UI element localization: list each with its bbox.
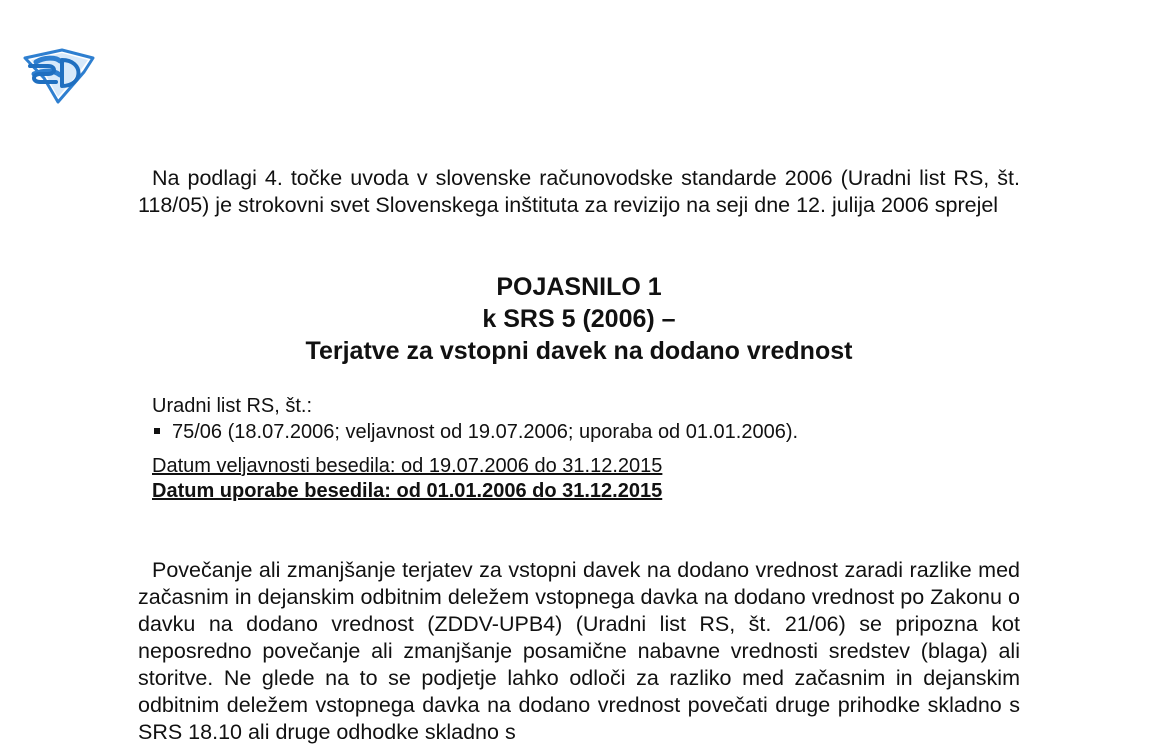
bullet-icon	[154, 428, 160, 434]
gazette-list-item	[152, 419, 798, 445]
gazette-item-text: 75/06 (18.07.2006; veljavnost od 19.07.2006; uporaba od 01.01.2006).	[172, 421, 799, 443]
application-date: Datum uporabe besedila: od 01.01.2006 do 31.12.2015	[152, 480, 663, 502]
title-line-2: k SRS 5 (2006) –	[482, 305, 676, 333]
intro-paragraph: Na podlagi 4. točke uvoda v slovenske računovodske standarde 2006 (Uradni list RS, št. 118/05) je strokovni svet Slovenskega inštituta za revizijo na seji dne 12. julija 2006 sprejel	[138, 166, 1020, 217]
gazette-reference	[152, 393, 798, 445]
title-line-3: Terjatve za vstopni davek na dodano vrednost	[305, 337, 853, 365]
body-paragraph: Povečanje ali zmanjšanje terjatev za vstopni davek na dodano vrednost zaradi razlike med začasnim in dejanskim odbitnim deležem vstopnega davka na dodano vrednost po Zakonu o davku na dodano vrednost (ZDDV-UPB4) (Uradni list RS, št. 21/06) se pripozna kot neposredno povečanje ali zmanjšanje posamične nabavne vrednosti sredstev (blaga) ali storitve. Ne glede na to se podjetje lahko odloči za razliko med začasnim in dejanskim odbitnim deležem vstopnega davka na dodano vrednost povečati druge prihodke skladno s SRS 18.10 ali druge odhodke skladno s	[138, 558, 1020, 744]
document-title	[138, 271, 1020, 367]
gazette-list	[152, 419, 798, 445]
validity-date: Datum veljavnosti besedila: od 19.07.2006 do 31.12.2015	[152, 455, 663, 477]
gazette-label: Uradni list RS, št.:	[152, 395, 313, 417]
text-dates	[152, 454, 662, 504]
title-line-1: POJASNILO 1	[496, 273, 662, 301]
sd-shield-logo-icon	[22, 48, 96, 104]
